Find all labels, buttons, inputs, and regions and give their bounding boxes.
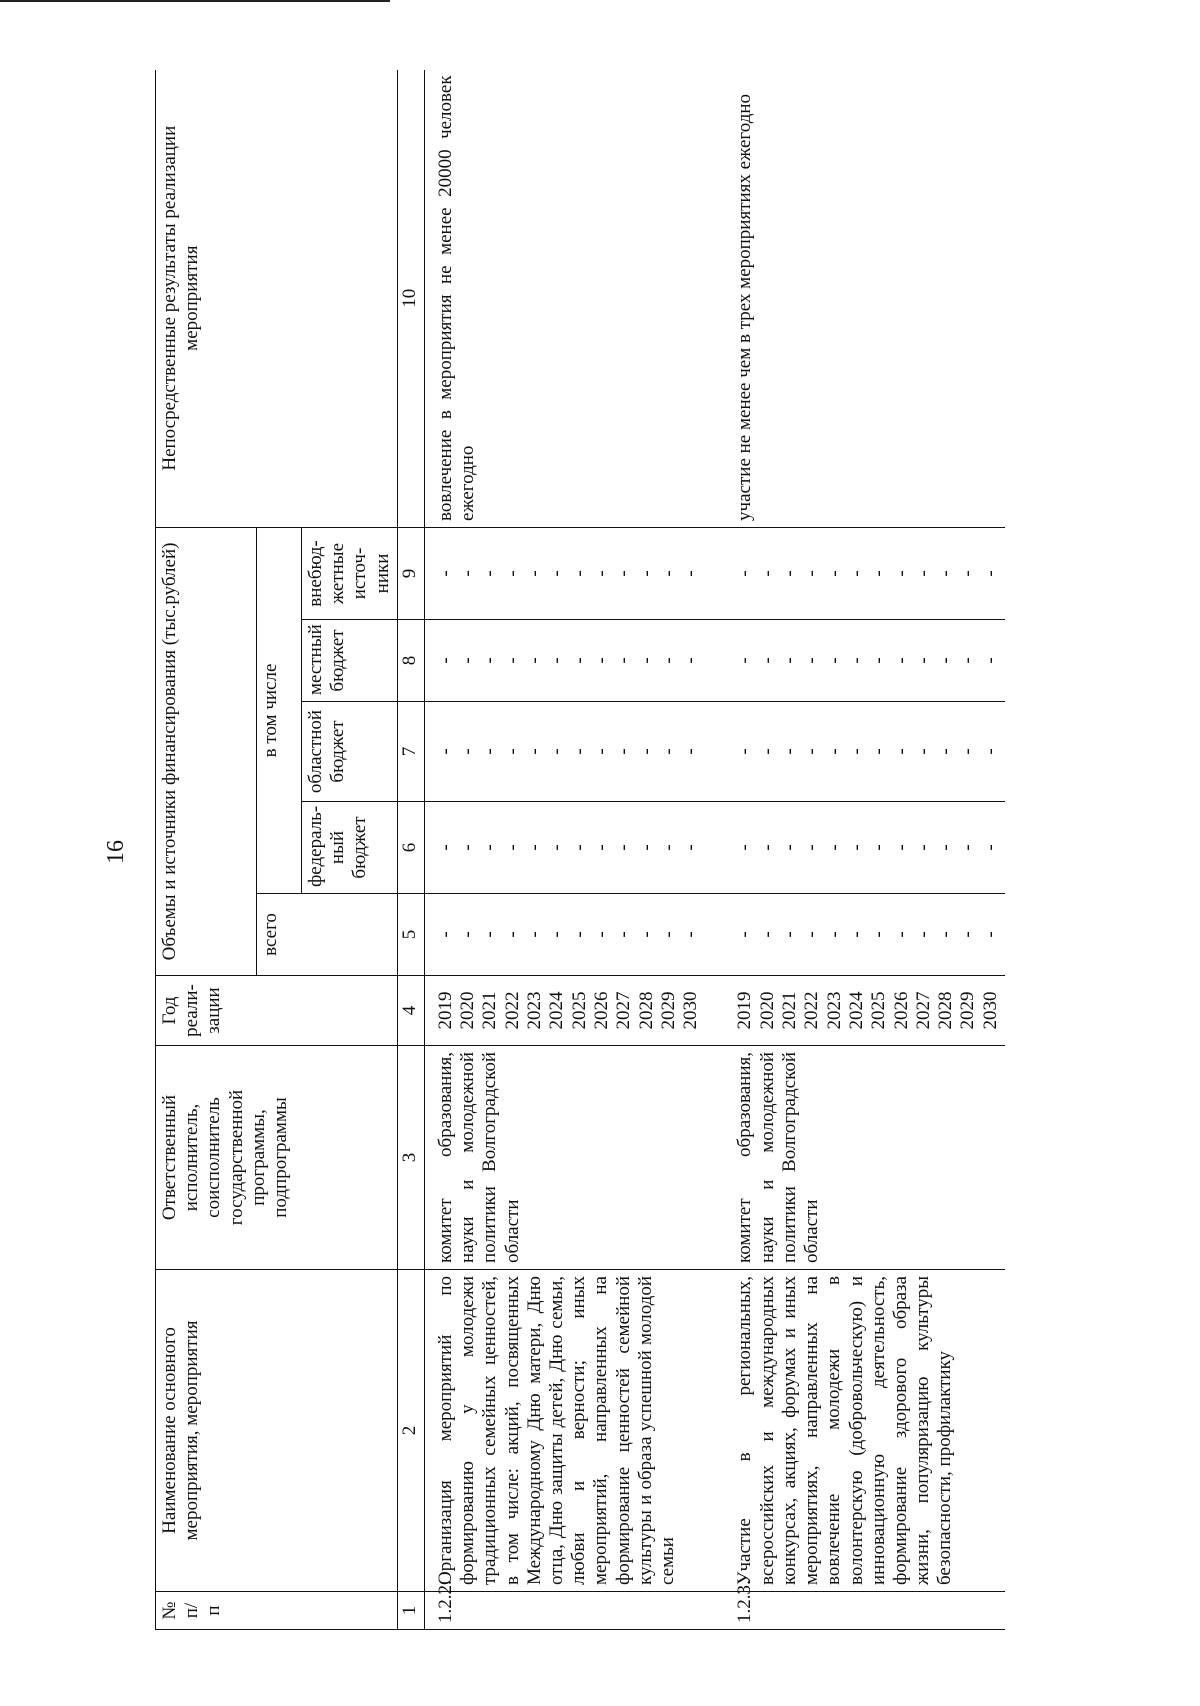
header-num: № п/п [156,1592,398,1630]
dash-value: - [779,570,801,577]
dash-value: - [801,931,823,938]
dash-value: - [501,657,523,664]
column-number: 6 [397,802,424,894]
header-executor: Ответственный исполнитель, соисполнитель государственной программы, подпрограммы [156,1046,398,1270]
dash-value: - [434,570,456,577]
row-federal [731,802,1005,894]
dash-value: - [845,570,867,577]
dash-value: - [845,931,867,938]
dash-value: - [590,748,612,755]
column-number: 4 [397,976,424,1046]
dash-value: - [957,748,979,755]
year-value: 2025 [868,991,890,1030]
program-table [155,70,1005,1630]
dash-value: - [801,570,823,577]
dash-value: - [590,844,612,851]
dash-value: - [868,931,890,938]
dash-value: - [479,657,501,664]
dash-value: - [890,570,912,577]
year-value: 2023 [524,991,546,1030]
dash-value: - [801,844,823,851]
dash-value: - [734,844,756,851]
dash-value: - [734,931,756,938]
dash-value: - [912,657,934,664]
dash-value: - [434,657,456,664]
row-name: Организация мероприятий по формированию у молодежи традиционных семейных ценностей, в том числе: акций, посвященных Международному Дню матери, Дню отца, Дню защиты детей, Дню семьи, любви и верности; иных мероприятий, направленных на формирование ценностей семейной культуры и образа успешной молодой семьи [424,1270,705,1592]
dash-value: - [957,844,979,851]
year-value: 2025 [568,991,590,1030]
header-result: Непосредственные результаты реализации мероприятия [156,70,398,527]
dash-value: - [779,931,801,938]
dash-value: - [613,657,635,664]
dash-value: - [845,657,867,664]
dash-value: - [546,931,568,938]
dash-value: - [845,844,867,851]
dash-value: - [568,570,590,577]
dash-value: - [779,748,801,755]
dash-value: - [546,570,568,577]
dash-value: - [524,570,546,577]
dash-value: - [657,931,679,938]
dash-value: - [979,844,1001,851]
program-table-wrapper [155,70,1185,1630]
dash-value: - [912,570,934,577]
dash-value: - [979,657,1001,664]
rotated-page-area [155,70,1185,1630]
dash-value: - [868,748,890,755]
dash-value: - [546,844,568,851]
column-number: 3 [397,1046,424,1270]
row-regional [424,702,705,802]
dash-value: - [434,748,456,755]
header-total: всего [257,894,398,976]
dash-value: - [957,657,979,664]
dash-value: - [680,657,702,664]
header-regional: областной бюджет [302,702,398,802]
row-result: участие не менее чем в трех мероприятиях ежегодно [731,70,1005,527]
dash-value: - [457,570,479,577]
row-executor: комитет образования, науки и молодежной политики Волгоградской области [731,1046,1005,1270]
dash-value: - [457,657,479,664]
dash-value: - [823,931,845,938]
column-number: 5 [397,894,424,976]
dash-value: - [935,657,957,664]
row-executor: комитет образования, науки и молодежной политики Волгоградской области [424,1046,705,1270]
dash-value: - [524,748,546,755]
dash-value: - [590,931,612,938]
row-local [424,620,705,702]
column-number: 7 [397,702,424,802]
year-value: 2022 [501,991,523,1030]
dash-value: - [568,931,590,938]
dash-value: - [912,931,934,938]
year-value: 2028 [935,991,957,1030]
dash-value: - [734,748,756,755]
row-total [731,894,1005,976]
row-name: Участие в региональных, всероссийских и международных конкурсах, акциях, форумах и иных мероприятиях, направленных на вовлечение молодежи в волонтерскую (добровольческую) и инновационную деятельность, формирование здорового образа жизни, популяризацию культуры безопасности, профилактику [731,1270,1005,1592]
dash-value: - [590,657,612,664]
column-number-row [397,70,424,1630]
dash-value: - [935,570,957,577]
dash-value: - [890,844,912,851]
row-code: 1.2.2. [424,1592,705,1630]
dash-value: - [635,570,657,577]
dash-value: - [756,844,778,851]
dash-value: - [823,570,845,577]
dash-value: - [501,570,523,577]
dash-value: - [680,931,702,938]
dash-value: - [524,657,546,664]
header-federal: федераль-ный бюджет [302,802,398,894]
dash-value: - [434,931,456,938]
dash-value: - [823,748,845,755]
year-value: 2026 [590,991,612,1030]
dash-value: - [912,748,934,755]
row-years [731,976,1005,1046]
dash-value: - [680,748,702,755]
year-value: 2026 [890,991,912,1030]
row-code: 1.2.3. [731,1592,1005,1630]
column-number: 9 [397,527,424,619]
year-value: 2023 [823,991,845,1030]
year-value: 2027 [912,991,934,1030]
row-local [731,620,1005,702]
dash-value: - [457,748,479,755]
dash-value: - [546,748,568,755]
year-value: 2022 [801,991,823,1030]
dash-value: - [779,657,801,664]
dash-value: - [457,931,479,938]
dash-value: - [479,931,501,938]
dash-value: - [657,657,679,664]
row-years [424,976,705,1046]
dash-value: - [680,570,702,577]
year-value: 2021 [479,991,501,1030]
dash-value: - [479,748,501,755]
dash-value: - [912,844,934,851]
dash-value: - [613,570,635,577]
dash-value: - [801,748,823,755]
year-value: 2019 [434,991,456,1030]
dash-value: - [568,657,590,664]
dash-value: - [868,657,890,664]
dash-value: - [935,931,957,938]
scan-edge-line [0,0,390,2]
row-extra [731,527,1005,619]
header-extra: внебюд-жетные источ-ники [302,527,398,619]
year-value: 2024 [546,991,568,1030]
year-value: 2028 [635,991,657,1030]
dash-value: - [501,844,523,851]
table-row-spacer [705,70,731,1630]
header-local: местный бюджет [302,620,398,702]
dash-value: - [635,931,657,938]
dash-value: - [801,657,823,664]
year-value: 2020 [457,991,479,1030]
year-value: 2024 [845,991,867,1030]
dash-value: - [613,931,635,938]
header-year: Год реали-зации [156,976,398,1046]
dash-value: - [756,931,778,938]
dash-value: - [657,844,679,851]
dash-value: - [546,657,568,664]
dash-value: - [434,844,456,851]
dash-value: - [756,748,778,755]
dash-value: - [823,844,845,851]
dash-value: - [935,748,957,755]
dash-value: - [657,748,679,755]
dash-value: - [657,570,679,577]
dash-value: - [501,931,523,938]
dash-value: - [479,570,501,577]
dash-value: - [457,844,479,851]
dash-value: - [957,931,979,938]
dash-value: - [680,844,702,851]
dash-value: - [635,657,657,664]
dash-value: - [957,570,979,577]
dash-value: - [868,844,890,851]
year-value: 2030 [680,991,702,1030]
dash-value: - [979,748,1001,755]
dash-value: - [568,748,590,755]
year-value: 2027 [613,991,635,1030]
dash-value: - [568,844,590,851]
year-value: 2020 [756,991,778,1030]
dash-value: - [890,657,912,664]
column-number: 2 [397,1270,424,1592]
dash-value: - [613,844,635,851]
dash-value: - [979,570,1001,577]
table-row [731,70,1005,1630]
dash-value: - [479,844,501,851]
dash-value: - [779,844,801,851]
dash-value: - [890,748,912,755]
header-funding: Объемы и источники финансирования (тыс.рублей) [156,527,257,975]
dash-value: - [590,570,612,577]
row-result: вовлечение в мероприятия не менее 20000 человек ежегодно [424,70,705,527]
header-name: Наименование основного мероприятия, мероприятия [156,1270,398,1592]
dash-value: - [935,844,957,851]
column-number: 1 [397,1592,424,1630]
dash-value: - [524,844,546,851]
dash-value: - [524,931,546,938]
year-value: 2029 [657,991,679,1030]
dash-value: - [979,931,1001,938]
page-number: 16 [102,840,129,864]
row-federal [424,802,705,894]
row-total [424,894,705,976]
row-extra [424,527,705,619]
dash-value: - [501,748,523,755]
year-value: 2030 [979,991,1001,1030]
dash-value: - [845,748,867,755]
dash-value: - [635,748,657,755]
dash-value: - [890,931,912,938]
year-value: 2019 [734,991,756,1030]
year-value: 2021 [779,991,801,1030]
column-number: 10 [397,70,424,527]
row-regional [731,702,1005,802]
dash-value: - [756,570,778,577]
dash-value: - [756,657,778,664]
dash-value: - [734,570,756,577]
dash-value: - [635,844,657,851]
dash-value: - [613,748,635,755]
year-value: 2029 [957,991,979,1030]
dash-value: - [868,570,890,577]
column-number: 8 [397,620,424,702]
table-row [424,70,705,1630]
dash-value: - [823,657,845,664]
dash-value: - [734,657,756,664]
header-incl: в том числе [257,527,302,893]
